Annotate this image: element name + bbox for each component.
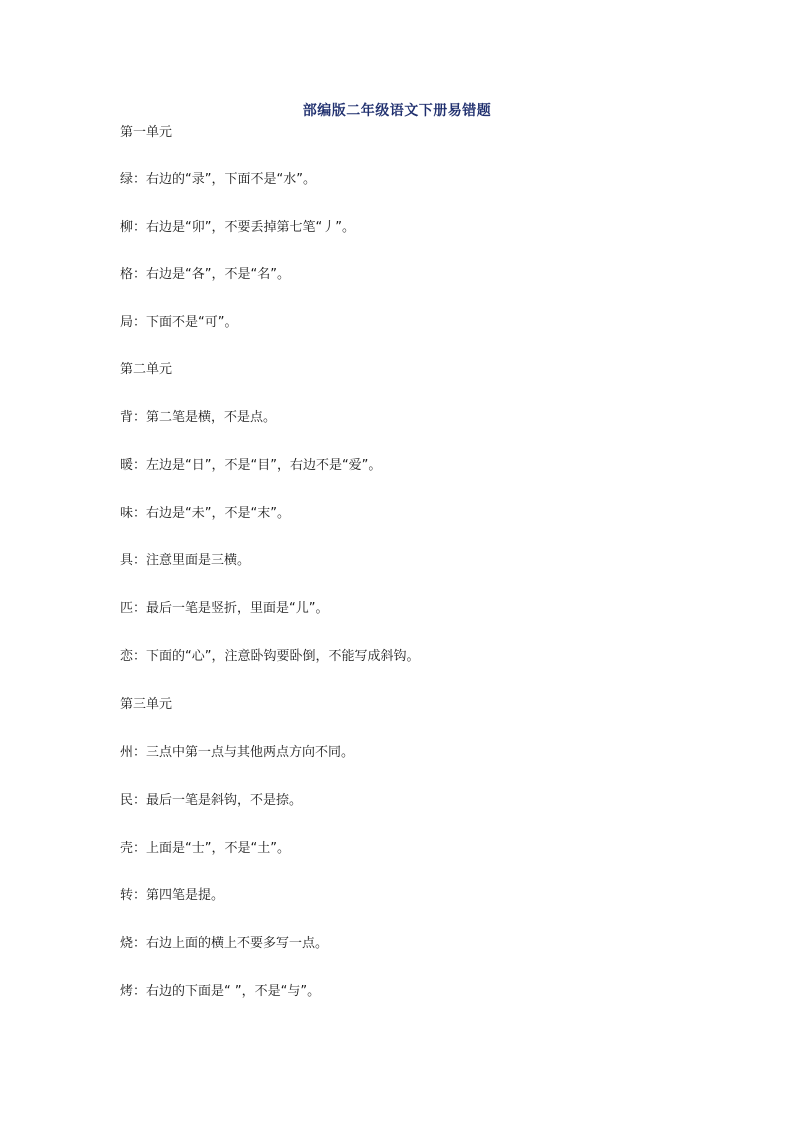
item-line: 匹：最后一笔是竖折，里面是“儿”。 <box>120 601 329 616</box>
item-line: 壳：上面是“士”，不是“土”。 <box>120 841 290 856</box>
item-line: 柳：右边是“卯”，不要丢掉第七笔“丿”。 <box>120 220 355 235</box>
item-line: 局：下面不是“可”。 <box>120 315 238 330</box>
item-line: 烤：右边的下面是“ ”，不是“与”。 <box>120 984 321 999</box>
section-heading-unit-3: 第三单元 <box>120 697 173 712</box>
item-line: 民：最后一笔是斜钩，不是捺。 <box>120 793 303 808</box>
item-line: 暖：左边是“日”，不是“目”，右边不是“爱”。 <box>120 458 382 473</box>
item-line: 格：右边是“各”，不是“名”。 <box>120 267 290 282</box>
item-line: 背：第二笔是横，不是点。 <box>120 410 277 425</box>
section-heading-unit-1: 第一单元 <box>120 125 173 140</box>
document-title: 部编版二年级语文下册易错题 <box>302 103 492 119</box>
item-line: 恋：下面的“心”，注意卧钩要卧倒，不能写成斜钩。 <box>120 649 420 664</box>
item-line: 具：注意里面是三横。 <box>120 553 251 568</box>
item-line: 州：三点中第一点与其他两点方向不同。 <box>120 745 355 760</box>
item-line: 绿：右边的“录”，下面不是“水”。 <box>120 172 316 187</box>
item-line: 味：右边是“未”，不是“末”。 <box>120 506 290 521</box>
section-heading-unit-2: 第二单元 <box>120 362 173 377</box>
item-line: 转：第四笔是提。 <box>120 888 225 903</box>
item-line: 烧：右边上面的横上不要多写一点。 <box>120 936 329 951</box>
